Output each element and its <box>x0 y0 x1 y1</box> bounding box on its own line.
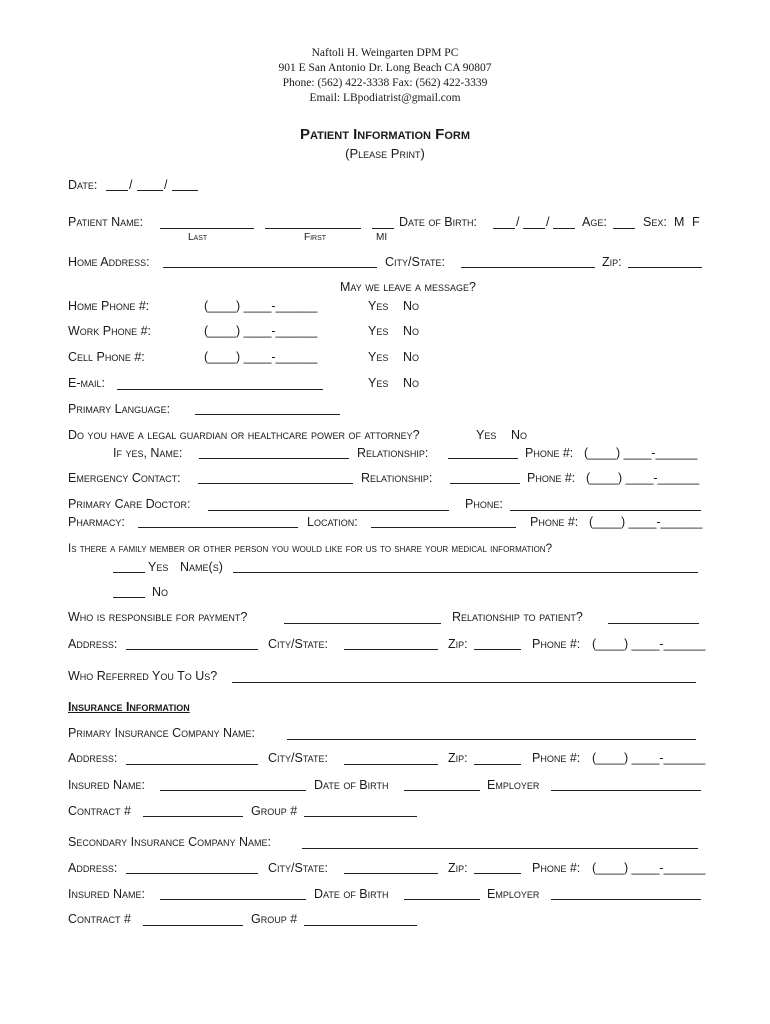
insurance-section-title: Insurance Information <box>68 700 190 714</box>
guardian-name-label: If yes, Name: <box>113 446 183 460</box>
home-address-field[interactable] <box>163 267 377 268</box>
primary-insurance-label: Primary Insurance Company Name: <box>68 726 255 740</box>
share-yes[interactable]: Yes <box>148 560 169 574</box>
primary-ins-phone-label: Phone #: <box>532 751 581 765</box>
guardian-phone-field[interactable]: (____) ____-______ <box>584 446 698 460</box>
pharmacy-phone-field[interactable]: (____) ____-______ <box>589 515 703 529</box>
home-address-label: Home Address: <box>68 255 150 269</box>
first-name-field[interactable] <box>265 228 361 229</box>
primary-insured-name-label: Insured Name: <box>68 778 145 792</box>
dob-year-field[interactable] <box>553 228 575 229</box>
cell-phone-no[interactable]: No <box>403 350 420 364</box>
guardian-no[interactable]: No <box>511 428 528 442</box>
primary-care-label: Primary Care Doctor: <box>68 497 191 511</box>
secondary-insurance-label: Secondary Insurance Company Name: <box>68 835 271 849</box>
responsible-relationship-label: Relationship to patient? <box>452 610 583 624</box>
secondary-ins-zip-field[interactable] <box>474 873 521 874</box>
responsible-city-field[interactable] <box>344 649 438 650</box>
responsible-phone-label: Phone #: <box>532 637 581 651</box>
secondary-ins-phone-label: Phone #: <box>532 861 581 875</box>
guardian-phone-label: Phone #: <box>525 446 574 460</box>
work-phone-yes[interactable]: Yes <box>368 324 389 338</box>
dob-day-field[interactable] <box>523 228 545 229</box>
primary-care-phone-field[interactable] <box>510 510 701 511</box>
responsible-relationship-field[interactable] <box>608 623 699 624</box>
responsible-label: Who is responsible for payment? <box>68 610 248 624</box>
sex-m-option[interactable]: M <box>674 215 685 229</box>
emergency-phone-label: Phone #: <box>527 471 576 485</box>
responsible-city-label: City/State: <box>268 637 328 651</box>
form-subtitle: (Please Print) <box>345 146 425 161</box>
secondary-contract-field[interactable] <box>143 925 243 926</box>
pharmacy-field[interactable] <box>138 527 298 528</box>
guardian-name-field[interactable] <box>199 458 349 459</box>
secondary-employer-label: Employer <box>487 887 540 901</box>
cell-phone-label: Cell Phone #: <box>68 350 145 364</box>
share-question: Is there a family member or other person you would like for us to share your medical information? <box>68 542 553 555</box>
primary-language-label: Primary Language: <box>68 402 171 416</box>
secondary-group-label: Group # <box>251 912 298 926</box>
practice-phone: Phone: (562) 422-3338 Fax: (562) 422-3339 <box>282 77 488 89</box>
work-phone-no[interactable]: No <box>403 324 420 338</box>
home-phone-label: Home Phone #: <box>68 299 150 313</box>
practice-email: Email: LBpodiatrist@gmail.com <box>309 92 461 104</box>
primary-insured-dob-field[interactable] <box>404 790 480 791</box>
guardian-yes[interactable]: Yes <box>476 428 497 442</box>
cell-phone-field[interactable]: (____) ____-______ <box>204 350 318 364</box>
secondary-ins-city-field[interactable] <box>344 873 438 874</box>
form-title: Patient Information Form <box>300 126 470 143</box>
primary-care-phone-label: Phone: <box>465 497 503 511</box>
primary-ins-city-field[interactable] <box>344 764 438 765</box>
dob-month-field[interactable] <box>493 228 515 229</box>
home-phone-yes[interactable]: Yes <box>368 299 389 313</box>
pharmacy-label: Pharmacy: <box>68 515 125 529</box>
emergency-relationship-label: Relationship: <box>361 471 433 485</box>
age-label: Age: <box>582 215 607 229</box>
secondary-insured-name-label: Insured Name: <box>68 887 145 901</box>
responsible-zip-label: Zip: <box>448 637 468 651</box>
age-field[interactable] <box>613 228 635 229</box>
primary-contract-label: Contract # <box>68 804 131 818</box>
email-yes[interactable]: Yes <box>368 376 389 390</box>
secondary-employer-field[interactable] <box>551 899 701 900</box>
referred-field[interactable] <box>232 682 696 683</box>
share-no[interactable]: No <box>152 585 169 599</box>
primary-group-label: Group # <box>251 804 298 818</box>
referred-label: Who Referred You To Us? <box>68 669 218 683</box>
date-month-field[interactable] <box>106 190 128 191</box>
primary-employer-field[interactable] <box>551 790 701 791</box>
cell-phone-yes[interactable]: Yes <box>368 350 389 364</box>
primary-contract-field[interactable] <box>143 816 243 817</box>
primary-insured-dob-label: Date of Birth <box>314 778 389 792</box>
share-names-field[interactable] <box>233 572 698 573</box>
emergency-contact-field[interactable] <box>198 483 353 484</box>
emergency-phone-field[interactable]: (____) ____-______ <box>586 471 700 485</box>
share-no-blank[interactable] <box>113 597 145 598</box>
responsible-address-field[interactable] <box>126 649 258 650</box>
secondary-ins-address-field[interactable] <box>126 873 258 874</box>
city-state-field[interactable] <box>461 267 595 268</box>
practice-address: 901 E San Antonio Dr. Long Beach CA 90807 <box>278 62 492 74</box>
email-label: E-mail: <box>68 376 105 390</box>
leave-message-question: May we leave a message? <box>340 280 476 294</box>
sex-f-option[interactable]: F <box>692 215 700 229</box>
primary-ins-city-label: City/State: <box>268 751 328 765</box>
city-state-label: City/State: <box>385 255 445 269</box>
primary-ins-address-field[interactable] <box>126 764 258 765</box>
date-label: Date: <box>68 178 98 192</box>
secondary-insured-name-field[interactable] <box>160 899 306 900</box>
share-yes-blank[interactable] <box>113 572 145 573</box>
patient-name-label: Patient Name: <box>68 215 144 229</box>
secondary-ins-zip-label: Zip: <box>448 861 468 875</box>
work-phone-label: Work Phone #: <box>68 324 152 338</box>
home-phone-no[interactable]: No <box>403 299 420 313</box>
secondary-ins-address-label: Address: <box>68 861 118 875</box>
emergency-contact-label: Emergency Contact: <box>68 471 181 485</box>
primary-ins-zip-field[interactable] <box>474 764 521 765</box>
secondary-contract-label: Contract # <box>68 912 131 926</box>
email-field[interactable] <box>117 389 323 390</box>
work-phone-field[interactable]: (____) ____-______ <box>204 324 318 338</box>
secondary-insured-dob-label: Date of Birth <box>314 887 389 901</box>
last-name-field[interactable] <box>160 228 254 229</box>
date-year-field[interactable] <box>172 190 198 191</box>
zip-field[interactable] <box>628 267 702 268</box>
guardian-relationship-label: Relationship: <box>357 446 429 460</box>
practice-name: Naftoli H. Weingarten DPM PC <box>311 47 459 59</box>
pharmacy-phone-label: Phone #: <box>530 515 579 529</box>
secondary-group-field[interactable] <box>304 925 417 926</box>
primary-language-field[interactable] <box>195 414 340 415</box>
zip-label: Zip: <box>602 255 622 269</box>
primary-ins-phone-field[interactable]: (____) ____-______ <box>592 751 706 765</box>
responsible-address-label: Address: <box>68 637 118 651</box>
dob-label: Date of Birth: <box>399 215 477 229</box>
primary-employer-label: Employer <box>487 778 540 792</box>
date-day-field[interactable] <box>137 190 163 191</box>
mi-field[interactable] <box>372 228 394 229</box>
share-names-label: Name(s) <box>180 560 223 574</box>
secondary-insured-dob-field[interactable] <box>404 899 480 900</box>
primary-insurance-field[interactable] <box>287 739 696 740</box>
mi-caption: MI <box>376 232 388 243</box>
responsible-zip-field[interactable] <box>474 649 521 650</box>
guardian-relationship-field[interactable] <box>448 458 518 459</box>
email-no[interactable]: No <box>403 376 420 390</box>
guardian-question: Do you have a legal guardian or healthcare power of attorney? <box>68 428 420 442</box>
pharmacy-location-label: Location: <box>307 515 358 529</box>
primary-insured-name-field[interactable] <box>160 790 306 791</box>
first-caption: First <box>304 232 327 243</box>
primary-care-field[interactable] <box>208 510 449 511</box>
pharmacy-location-field[interactable] <box>371 527 516 528</box>
responsible-field[interactable] <box>284 623 441 624</box>
home-phone-field[interactable]: (____) ____-______ <box>204 299 318 313</box>
secondary-ins-phone-field[interactable]: (____) ____-______ <box>592 861 706 875</box>
responsible-phone-field[interactable]: (____) ____-______ <box>592 637 706 651</box>
primary-group-field[interactable] <box>304 816 417 817</box>
secondary-insurance-field[interactable] <box>302 848 698 849</box>
last-caption: Last <box>188 232 208 243</box>
secondary-ins-city-label: City/State: <box>268 861 328 875</box>
emergency-relationship-field[interactable] <box>450 483 520 484</box>
sex-label: Sex: <box>643 215 667 229</box>
primary-ins-zip-label: Zip: <box>448 751 468 765</box>
primary-ins-address-label: Address: <box>68 751 118 765</box>
